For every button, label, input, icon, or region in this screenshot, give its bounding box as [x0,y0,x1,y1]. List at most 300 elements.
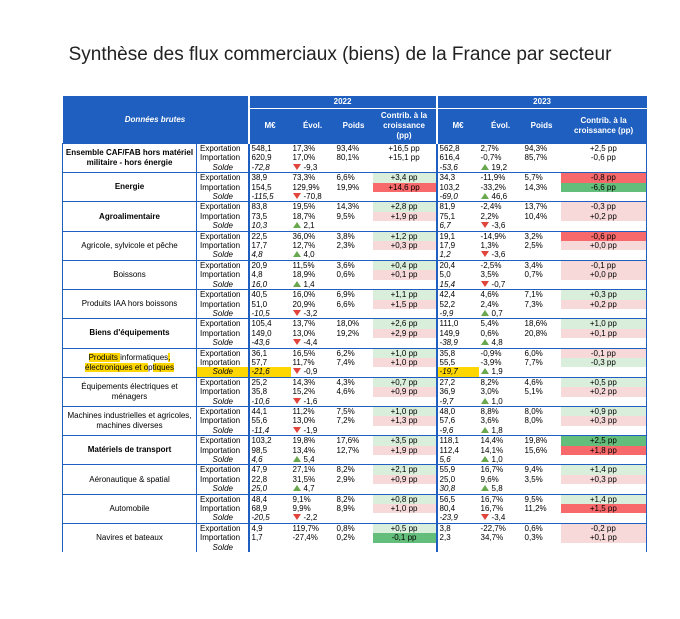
value-evol-2023 [479,484,523,494]
value-evol-2022: 31,5% [292,474,316,484]
value-me-2023: -53,6 [437,163,479,173]
value-evol-2023 [479,221,523,231]
value-me-2022: 47,9 [249,465,291,475]
arrow-up-icon [481,368,489,374]
value-poids-2022: 2,9% [336,474,355,484]
value-evol-2023: -3,9% [480,357,502,367]
value-evol-2023: 3,0% [480,387,499,397]
solde-change: -1,9 [303,425,318,435]
value-poids-2022 [335,543,373,552]
value-poids-2022: 2,3% [336,241,355,251]
value-contrib-2023: +0,3 pp [561,290,647,300]
flow-label: Exportation [197,290,249,300]
value-poids-2022 [335,426,373,436]
value-contrib-2023: +1,8 pp [561,446,647,455]
arrow-up-icon [293,251,301,257]
solde-change: -3,4 [491,513,506,523]
value-evol-2022: 27,1% [291,465,335,475]
solde-change: -3,6 [491,250,506,260]
value-contrib-2022 [373,543,437,552]
value-me-2023: 5,0 [437,270,479,279]
arrow-up-icon [481,485,489,491]
value-poids-2023 [523,309,561,319]
value-poids-2022: 7,4% [336,357,355,367]
value-me-2022: 154,5 [249,183,291,192]
value-contrib-2023 [561,221,647,231]
value-contrib-2022: +1,9 pp [373,212,437,221]
sector-label: Agroalimentaire [63,202,197,231]
value-contrib-2022: +0,8 pp [373,494,437,504]
value-contrib-2023: +0,0 pp [561,270,647,279]
value-me-2023: 149,9 [437,329,479,338]
value-poids-2023: 0,6% [523,523,561,533]
value-evol-2023: 16,7% [480,504,504,514]
value-evol-2023: -22,7% [479,523,523,533]
value-evol-2023: 8,8% [479,406,523,416]
value-poids-2022: 0,6% [336,270,355,280]
value-evol-2022 [291,280,335,290]
value-me-2023: 55,5 [437,358,479,367]
value-contrib-2022: +1,0 pp [373,358,437,367]
solde-change: 0,7 [491,308,503,318]
value-evol-2022: 73,3% [291,173,335,183]
value-contrib-2022: +3,4 pp [373,173,437,183]
value-poids-2022 [335,397,373,407]
value-evol-2023 [479,280,523,290]
value-poids-2023: 9,5% [523,494,561,504]
value-poids-2022 [335,250,373,260]
value-me-2023: 80,4 [437,504,479,513]
flow-label: Solde [212,250,233,260]
value-evol-2022: 13,0% [292,328,316,338]
value-contrib-2023: +0,3 pp [561,475,647,484]
flow-label: Solde [197,367,249,377]
value-poids-2023 [523,397,561,407]
sector-label: Ensemble CAF/FAB hors matériel militaire - hors énergie [63,144,197,173]
value-evol-2023: -14,9% [479,231,523,241]
value-poids-2023: 8,0% [523,406,561,416]
value-me-2023: 42,4 [437,290,479,300]
flow-label: Solde [212,338,233,348]
table-row [63,173,647,183]
value-contrib-2023: +2,5 pp [561,144,647,154]
value-evol-2023 [479,192,523,202]
value-contrib-2023 [561,309,647,319]
value-me-2023: 15,4 [437,280,479,290]
value-contrib-2022: +1,0 pp [373,504,437,513]
value-evol-2022: 11,2% [291,406,335,416]
arrow-down-icon [293,427,301,433]
flow-label: Exportation [197,465,249,475]
value-contrib-2022 [373,397,437,407]
value-evol-2023: -11,9% [479,173,523,183]
value-contrib-2023: +0,2 pp [561,300,647,309]
arrow-up-icon [481,398,489,404]
value-me-2023: -38,9 [437,338,479,348]
value-poids-2022: 19,2% [336,328,360,338]
value-poids-2023 [523,455,561,465]
solde-change: 1,0 [491,396,503,406]
sector-label: Aéronautique & spatial [63,465,197,494]
value-contrib-2022: -0,1 pp [373,533,437,542]
table-body [63,144,647,553]
value-contrib-2022: +0,9 pp [373,475,437,484]
solde-change: 19,2 [491,162,508,172]
value-me-2022: 20,9 [249,260,291,270]
value-poids-2022: 4,3% [335,377,373,387]
value-evol-2023: 3,6% [480,416,499,426]
arrow-up-icon [481,427,489,433]
header-year-2022: 2022 [249,96,437,109]
solde-change: 4,8 [491,338,503,348]
value-me-2023: -9,7 [437,397,479,407]
value-poids-2023: 18,6% [523,319,561,329]
flow-label: Solde [212,513,233,523]
flow-label: Importation [200,474,241,484]
value-contrib-2023: -0,2 pp [561,523,647,533]
solde-change: -3,6 [491,221,506,231]
value-evol-2023: -2,4% [479,202,523,212]
value-evol-2022 [291,426,335,436]
value-evol-2022: 17,3% [291,144,335,154]
value-evol-2023 [479,455,523,465]
value-contrib-2023 [561,543,647,552]
solde-change: 4,7 [303,484,315,494]
value-poids-2023: 4,6% [523,377,561,387]
value-contrib-2023 [561,338,647,348]
header-donnees-brutes: Données brutes [63,96,249,144]
value-poids-2023: 8,0% [524,416,543,426]
arrow-down-icon [293,514,301,520]
value-evol-2023 [479,426,523,436]
value-evol-2023: 34,7% [480,533,504,543]
value-evol-2022: 11,7% [292,357,315,367]
value-evol-2022 [291,484,335,494]
header-poids-2022: Poids [335,109,373,144]
value-me-2022: 55,6 [249,416,291,425]
value-contrib-2023: +0,5 pp [561,377,647,387]
flow-label: Exportation [197,348,249,358]
value-me-2022: 35,8 [249,387,291,396]
value-contrib-2023: -0,1 pp [561,260,647,270]
arrow-down-icon [293,164,301,170]
value-poids-2023: 20,8% [524,328,548,338]
value-me-2022: 22,8 [249,475,291,484]
value-poids-2022: 7,5% [335,406,373,416]
value-contrib-2023 [561,484,647,494]
value-poids-2023: 3,4% [523,260,561,270]
arrow-up-icon [481,164,489,170]
value-evol-2022: 11,5% [291,260,335,270]
value-poids-2023: 85,7% [524,153,548,163]
value-me-2022: 1,7 [249,533,291,542]
value-evol-2022: 20,9% [292,299,316,309]
value-contrib-2023 [561,455,647,465]
value-me-2022: 36,1 [249,348,291,358]
flow-label: Importation [200,445,241,455]
value-poids-2022: 93,4% [335,144,373,154]
value-evol-2022 [291,513,335,523]
header-poids-2023: Poids [523,109,561,144]
arrow-down-icon [481,281,489,287]
flow-label: Importation [200,299,241,309]
flow-label: Solde [212,396,233,406]
value-poids-2023: 10,4% [524,211,548,221]
value-evol-2022 [291,455,335,465]
value-me-2023: 57,6 [437,416,479,425]
value-contrib-2022: +2,9 pp [373,329,437,338]
sector-label [63,348,197,377]
table-row [63,406,647,416]
value-contrib-2023: -0,6 pp [561,231,647,241]
arrow-up-icon [481,310,489,316]
value-contrib-2023: +0,1 pp [561,329,647,338]
value-me-2023: 75,1 [437,212,479,221]
value-evol-2023: 2,7% [479,144,523,154]
value-me-2023: -9,9 [437,309,479,319]
value-contrib-2023 [561,250,647,260]
value-poids-2022 [335,221,373,231]
value-contrib-2022: +2,6 pp [373,319,437,329]
value-me-2023: 52,2 [437,300,479,309]
header-contrib-2022: Contrib. à la croissance (pp) [373,109,437,144]
value-me-2022: 4,8 [249,250,291,260]
value-contrib-2022: +1,0 pp [373,348,437,358]
value-evol-2023 [479,397,523,407]
value-contrib-2022 [373,250,437,260]
value-evol-2022: 13,4% [292,445,316,455]
value-contrib-2023: +0,0 pp [561,241,647,250]
solde-change: 2,1 [303,221,315,231]
arrow-down-icon [293,310,301,316]
value-me-2023: 5,6 [437,455,479,465]
value-poids-2022: 3,6% [335,260,373,270]
value-evol-2022: 17,0% [292,153,316,163]
flow-label: Exportation [197,231,249,241]
value-contrib-2022: +1,0 pp [373,406,437,416]
arrow-down-icon [293,368,301,374]
table-row [63,260,647,270]
solde-change: 4,0 [303,250,315,260]
value-poids-2022: 12,7% [336,445,360,455]
value-poids-2023: 14,3% [524,182,548,192]
value-me-2023: -19,7 [437,367,479,377]
flow-label: Importation [200,357,241,367]
value-contrib-2022: +0,4 pp [373,260,437,270]
value-contrib-2022: +1,2 pp [373,231,437,241]
value-contrib-2023: +0,9 pp [561,406,647,416]
value-poids-2022 [335,192,373,202]
value-me-2022: 548,1 [249,144,291,154]
value-poids-2022: 6,6% [335,173,373,183]
value-me-2022: -10,5 [249,309,291,319]
value-poids-2023: 94,3% [523,144,561,154]
value-poids-2023: 19,8% [523,436,561,446]
value-evol-2022 [291,192,335,202]
flow-label: Importation [200,387,241,397]
value-me-2023: 25,0 [437,475,479,484]
flow-label: Importation [200,241,241,251]
value-poids-2022 [335,367,373,377]
value-me-2022 [249,543,291,552]
flow-label: Solde [212,308,233,318]
value-contrib-2022 [373,221,437,231]
arrow-up-icon [293,485,301,491]
value-contrib-2023: +2,5 pp [561,436,647,446]
value-me-2022: 68,9 [249,504,291,513]
value-evol-2022: -27,4% [292,533,318,543]
value-me-2022: -115,5 [249,192,291,202]
value-evol-2022 [291,309,335,319]
value-evol-2022 [291,250,335,260]
value-poids-2022: 8,2% [335,465,373,475]
value-poids-2023: 0,3% [524,533,543,543]
value-poids-2023 [523,367,561,377]
value-me-2023: -23,9 [437,513,479,523]
value-evol-2023: 3,5% [480,270,499,280]
value-evol-2023 [479,309,523,319]
value-contrib-2023 [561,192,647,202]
value-me-2022: -11,4 [249,426,291,436]
value-contrib-2022 [373,455,437,465]
value-poids-2023: 2,5% [524,241,543,251]
value-me-2023: 562,8 [437,144,479,154]
value-evol-2023: 16,7% [479,494,523,504]
value-contrib-2022: +16,5 pp [373,144,437,154]
value-evol-2022 [291,163,335,173]
value-contrib-2023: -0,8 pp [561,173,647,183]
value-me-2022: 44,1 [249,406,291,416]
flow-label: Importation [200,270,241,280]
value-poids-2022 [335,455,373,465]
value-poids-2022: 3,8% [335,231,373,241]
value-poids-2023: 7,1% [523,290,561,300]
sector-label: Navires et bateaux [63,523,197,552]
value-evol-2022: 18,9% [292,270,316,280]
flow-label: Solde [212,192,233,202]
flow-label: Importation [200,504,241,514]
value-poids-2023 [523,250,561,260]
sector-label-part: p [148,362,153,372]
value-me-2023: 3,8 [437,523,479,533]
value-poids-2023 [523,543,561,552]
value-me-2022: 38,9 [249,173,291,183]
value-me-2022: 16,0 [249,280,291,290]
value-contrib-2022: +1,9 pp [373,446,437,455]
value-poids-2022: 0,2% [336,533,355,543]
value-poids-2023 [523,484,561,494]
flow-label: Solde [212,542,233,552]
header-evol-2022: Évol. [291,109,335,144]
value-me-2022: 48,4 [249,494,291,504]
arrow-down-icon [481,514,489,520]
sector-label-part: tiques [152,362,174,372]
flow-label: Importation [200,182,241,192]
value-evol-2023: 1,3% [480,241,499,251]
value-me-2022: 17,7 [249,241,291,250]
value-evol-2023: 14,1% [480,445,504,455]
value-contrib-2022: +1,5 pp [373,300,437,309]
value-me-2022: 4,6 [249,455,291,465]
flow-label: Solde [212,455,233,464]
value-evol-2023: -2,5% [479,260,523,270]
value-contrib-2023: -0,3 pp [561,358,647,367]
value-contrib-2022: +0,9 pp [373,387,437,396]
value-contrib-2022 [373,280,437,290]
value-me-2023: 1,2 [437,250,479,260]
flow-label: Importation [200,416,241,426]
value-evol-2022: 16,0% [291,290,335,300]
value-me-2022: 4,8 [249,270,291,279]
value-poids-2023 [523,192,561,202]
solde-change: -1,6 [303,396,318,406]
value-poids-2023: 3,2% [523,231,561,241]
value-poids-2022 [335,513,373,523]
value-me-2023: 19,1 [437,231,479,241]
arrow-up-icon [481,456,489,462]
value-me-2023: 56,5 [437,494,479,504]
flow-label: Importation [200,328,241,338]
value-poids-2022 [335,163,373,173]
flow-label: Importation [200,533,241,543]
value-poids-2023: 7,3% [524,299,543,309]
solde-change: 46,6 [491,192,508,202]
value-me-2023: 35,8 [437,348,479,358]
value-contrib-2023: +0,2 pp [561,387,647,396]
value-me-2022: 98,5 [249,446,291,455]
value-poids-2022 [335,484,373,494]
value-contrib-2022: +1,3 pp [373,416,437,425]
value-contrib-2022 [373,484,437,494]
value-poids-2022: 4,6% [336,387,355,397]
value-poids-2023 [523,513,561,523]
arrow-up-icon [293,222,301,228]
value-evol-2023 [479,250,523,260]
flow-label: Solde [212,162,233,172]
solde-change: 1,9 [491,367,503,377]
sector-label-part: Produits [88,352,121,362]
value-evol-2022: 19,8% [291,436,335,446]
value-evol-2023 [479,163,523,173]
value-poids-2022: 14,3% [335,202,373,212]
value-me-2022: 73,5 [249,212,291,221]
value-contrib-2022 [373,338,437,348]
value-evol-2023: 2,4% [480,299,499,309]
value-me-2023: -69,0 [437,192,479,202]
flow-label: Solde [212,221,233,231]
sector-label: Automobile [63,494,197,523]
value-evol-2022: 14,3% [291,377,335,387]
sector-label: Energie [63,173,197,202]
header-year-2023: 2023 [437,96,647,109]
solde-change: -2,2 [303,513,318,523]
value-contrib-2023: +1,0 pp [561,319,647,329]
sector-label: Biens d'équipements [63,319,197,348]
flow-label: Importation [200,211,241,221]
value-contrib-2023: +1,4 pp [561,465,647,475]
value-poids-2022: 19,9% [336,182,360,192]
arrow-up-icon [293,281,301,287]
value-evol-2022 [291,543,335,552]
value-evol-2023: 5,4% [479,319,523,329]
flow-label: Solde [212,425,233,435]
value-evol-2023: -0,7% [480,153,502,163]
value-evol-2022: 16,5% [291,348,335,358]
header-me-2023: M€ [437,109,479,144]
value-me-2022: 25,0 [249,484,291,494]
table-row [63,377,647,387]
table-row [63,231,647,241]
